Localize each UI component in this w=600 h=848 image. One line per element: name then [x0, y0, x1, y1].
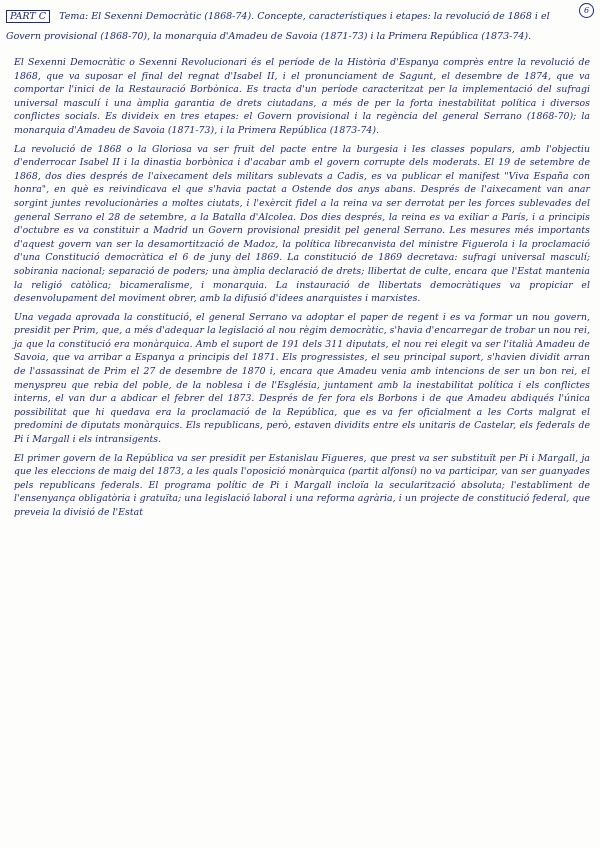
essay-body — [14, 56, 590, 525]
topic-title: Tema: El Sexenni Democràtic (1868-74). Concepte, característiques i etapes: la revolució de 1868 i el Govern provisional (1868-70), la monarquia d'Amadeu de Savoia (1871-73) i la Primera República (1873-74). — [6, 11, 550, 42]
paragraph-intro: El Sexenni Democràtic o Sexenni Revolucionari és el període de la Història d'Espanya comprès entre la revolució de 1868, que va suposar el final del regnat d'Isabel II, i el pronunciament de Sagunt, el desembre de 1874, que va comportar l'inici de la Restauració Borbònica. Es tracta d'un període caracteritzat per la implementació del sufragi universal masculí i una àmplia garantia de drets ciutadans, a més de per la forta inestabilitat política i diversos conflictes socials. Es divideix en tres etapes: el Govern provisional i la regència del general Serrano (1868-70); la monarquia d'Amadeu de Savoia (1871-73), i la Primera República (1873-74). — [14, 57, 590, 136]
header — [6, 4, 576, 43]
part-label: PART C — [6, 10, 50, 23]
paragraph-revolution-1868: La revolució de 1868 o la Gloriosa va ser fruit del pacte entre la burgesia i les classes populars, amb l'objectiu d'enderrocar Isabel II i la dinastia borbònica i d'acabar amb el govern corrupte dels moderats. El 19 de setembre de 1868, dos dies després de l'aixecament dels militars sublevats a Cadis, es va publicar el manifest "Viva España con honra", en què es reivindicava el que s'havia pactat a Ostende dos anys abans. Després de l'aixecament van anar sorgint juntes revolucionàries a moltes ciutats, i l'exèrcit fidel a la reina va ser derrotat per les forces sublevades del general Serrano el 28 de setembre, a la Batalla d'Alcolea. Dos dies després, la reina es va exiliar a París, i a principis d'octubre es va constituir a Madrid un Govern provisional presidit pel general Serrano. Les mesures més importants d'aquest govern van ser la desamortització de Madoz, la política librecanvista del ministre Figuerola i la proclamació d'una Constitució democràtica el 6 de juny del 1869. La constitució de 1869 decretava: sufragi universal masculí; sobirania nacional; separació de poders; una àmplia declaració de drets; llibertat de culte, encara que l'Estat mantenia la religió catòlica; bicameralisme, i monarquia. La instauració de llibertats democràtiques va propiciar el desenvolupament del moviment obrer, amb la difusió d'idees anarquistes i marxistes. — [14, 143, 590, 305]
paragraph-first-republic: El primer govern de la República va ser presidit per Estanislau Figueres, que prest va ser substituït per Pi i Margall, ja que les eleccions de maig del 1873, a les quals l'oposició monàrquica (partit alfonsí) no va participar, van ser guanyades pels republicans federals. El programa polític de Pi i Margall incloïa la secularització absoluta; l'establiment de l'ensenyança obligatòria i gratuïta; una legislació laboral i una reforma agrària, i un projecte de constitució federal, que preveia la divisió de l'Estat — [14, 452, 590, 518]
paragraph-amadeu: Una vegada aprovada la constitució, el general Serrano va adoptar el paper de regent i es va formar un nou govern, presidit per Prim, que, a més d'adequar la legislació al nou règim democràtic, s'havia d'encarregar de trobar un nou rei, ja que la constitució era monàrquica. Amb el suport de 191 dels 311 diputats, el nou rei elegit va ser l'italià Amadeu de Savoia, que va arribar a Espanya a principis del 1871. Els progressistes, el seu principal suport, s'havien dividit arran de l'assassinat de Prim el 27 de desembre de 1870 i, encara que Amadeu venia amb intencions de ser un bon rei, el menyspreu que rebia del poble, de la noblesa i de l'Església, juntament amb la inestabilitat política i els conflictes interns, el van dur a abdicar el febrer del 1873. Després de fer fora els Borbons i de que Amadeu abdiqués l'única possibilitat que hi quedava era la proclamació de la República, que es va fer oficialment a les Corts malgrat el predomini de diputats monàrquics. Els republicans, però, estaven dividits entre els unitaris de Castelar, els federals de Pi i Margall i els intransigents. — [14, 311, 590, 446]
page-number: 6 — [579, 3, 594, 18]
